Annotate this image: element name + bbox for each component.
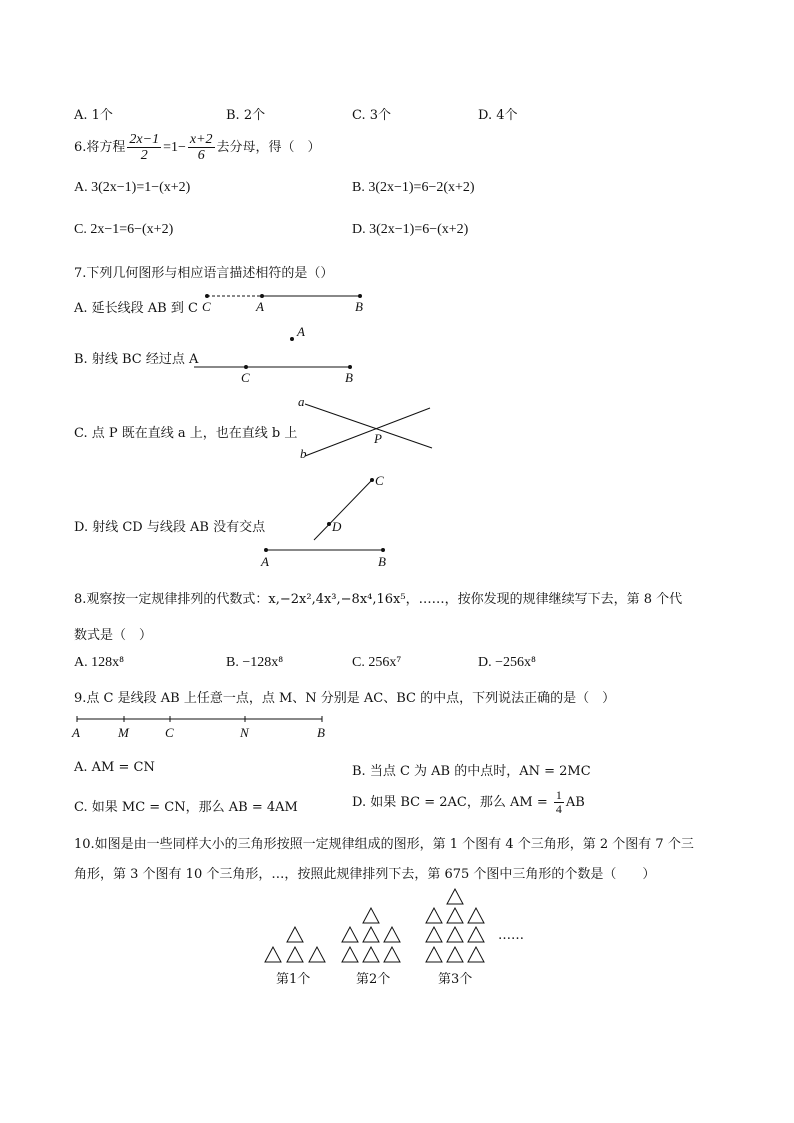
q10-figure [265, 889, 484, 962]
q10-caption-1: 第1个 [276, 972, 311, 987]
point-c [244, 365, 248, 369]
triangle-shape [426, 908, 442, 923]
q8-stem: 8.观察按一定规律排列的代数式：x,−2x²,4x³,−8x⁴,16x⁵，……，按你发现的规律继续写下去，第 8 个代 [74, 592, 683, 607]
triangle-shape [287, 947, 303, 962]
label-n: N [240, 725, 249, 740]
triangle-shape [468, 927, 484, 942]
q8-option-d: D. −256x⁸ [478, 655, 536, 670]
triangle-shape [363, 908, 379, 923]
triangle-shape [363, 927, 379, 942]
label-b: B [355, 299, 363, 314]
q7-option-c: C. 点 P 既在直线 a 上，也在直线 b 上 [74, 426, 298, 441]
q7-diagram-c [298, 394, 432, 461]
point-a [260, 294, 264, 298]
q8-option-c: C. 256x⁷ [352, 655, 402, 670]
label-line-b: b [300, 446, 307, 461]
label-c: C [375, 473, 384, 488]
q10-stem-continued: 角形，第 3 个图有 10 个三角形，…，按照此规律排列下去，第 675 个图中三角形的个数是（ ） [74, 867, 656, 882]
q6-option-c: C. 2x−1=6−(x+2) [74, 222, 174, 237]
q6-option-b: B. 3(2x−1)=6−2(x+2) [352, 180, 475, 195]
label-b: B [317, 725, 325, 740]
q7-option-b: B. 射线 BC 经过点 A [74, 352, 199, 367]
q7-diagram-d [260, 473, 386, 569]
q10-stem: 10.如图是由一些同样大小的三角形按照一定规律组成的图形，第 1 个图有 4 个三角形，第 2 个图有 7 个三 [74, 837, 694, 852]
label-c: C [165, 725, 174, 740]
q6-prefix: 6.将方程 [74, 140, 126, 155]
triangle-shape [384, 947, 400, 962]
q9-stem: 9.点 C 是线段 AB 上任意一点，点 M、N 分别是 AC、BC 的中点，下列说法正确的是（ ） [74, 691, 616, 706]
q8-option-a: A. 128x⁸ [74, 655, 124, 670]
point-b [348, 365, 352, 369]
q7-diagram-b [194, 324, 353, 385]
line-b [305, 408, 430, 456]
q9-option-a: A. AM = CN [74, 760, 155, 775]
q8-stem-continued: 数式是（ ） [74, 628, 153, 643]
triangle-shape [287, 927, 303, 942]
q5-option-d: D. 4个 [478, 108, 518, 123]
q5-option-b: B. 2个 [226, 108, 266, 123]
point-c [370, 478, 374, 482]
q10-ellipsis: …… [498, 928, 524, 943]
q7-stem: 7.下列几何图形与相应语言描述相符的是（） [74, 266, 334, 281]
point-a [264, 548, 268, 552]
label-a: A [72, 725, 80, 740]
q7-option-d: D. 射线 CD 与线段 AB 没有交点 [74, 520, 266, 535]
label-p: P [374, 431, 382, 446]
point-b [358, 294, 362, 298]
label-m: M [118, 725, 129, 740]
label-a: A [297, 324, 305, 339]
q9-option-b: B. 当点 C 为 AB 的中点时，AN = 2MC [352, 764, 591, 779]
q5-option-a: A. 1个 [74, 108, 113, 123]
label-d: D [332, 519, 342, 534]
triangle-shape [447, 908, 463, 923]
triangle-shape [426, 947, 442, 962]
q10-caption-3: 第3个 [438, 972, 473, 987]
triangle-shape [447, 889, 463, 904]
triangle-shape [426, 927, 442, 942]
point-b [381, 548, 385, 552]
q9-option-d: D. 如果 BC = 2AC，那么 AM = $\frac{1}{4}$ AB [352, 788, 585, 816]
triangle-shape [468, 908, 484, 923]
point-d [327, 522, 331, 526]
q9-segment-diagram [71, 716, 325, 740]
ray-cd [314, 480, 372, 540]
triangle-shape [447, 927, 463, 942]
label-c: C [202, 299, 211, 314]
q6-option-a: A. 3(2x−1)=1−(x+2) [74, 180, 191, 195]
triangle-shape [265, 947, 281, 962]
label-b: B [378, 554, 386, 569]
q6-option-d: D. 3(2x−1)=6−(x+2) [352, 222, 469, 237]
triangle-shape [468, 947, 484, 962]
triangle-shape [384, 927, 400, 942]
q7-option-a: A. 延长线段 AB 到 C [74, 301, 198, 316]
q10-caption-2: 第2个 [356, 972, 391, 987]
line-a [305, 404, 432, 448]
triangle-shape [363, 947, 379, 962]
label-line-a: a [298, 394, 305, 409]
q5-option-c: C. 3个 [352, 108, 392, 123]
label-a: A [256, 299, 264, 314]
triangle-shape [309, 947, 325, 962]
triangle-shape [342, 947, 358, 962]
q6-fraction-2: $\frac{x+2}{6}$ [189, 132, 213, 163]
q6-fraction-1: $\frac{2x-1}{2}$ [129, 132, 160, 163]
q9-option-c: C. 如果 MC = CN，那么 AB = 4AM [74, 800, 298, 815]
point-c [205, 294, 209, 298]
q9-option-d-fraction: $\frac{1}{4}$ [555, 788, 562, 816]
triangle-shape [342, 927, 358, 942]
q6-suffix: 去分母，得（ ） [216, 140, 321, 155]
q8-option-b: B. −128x⁸ [226, 655, 284, 670]
label-c: C [241, 370, 250, 385]
triangle-shape [447, 947, 463, 962]
q6-middle: =1− [163, 140, 186, 155]
label-b: B [345, 370, 353, 385]
point-a [290, 337, 294, 341]
q7-diagram-a [202, 294, 363, 314]
label-a: A [261, 554, 269, 569]
